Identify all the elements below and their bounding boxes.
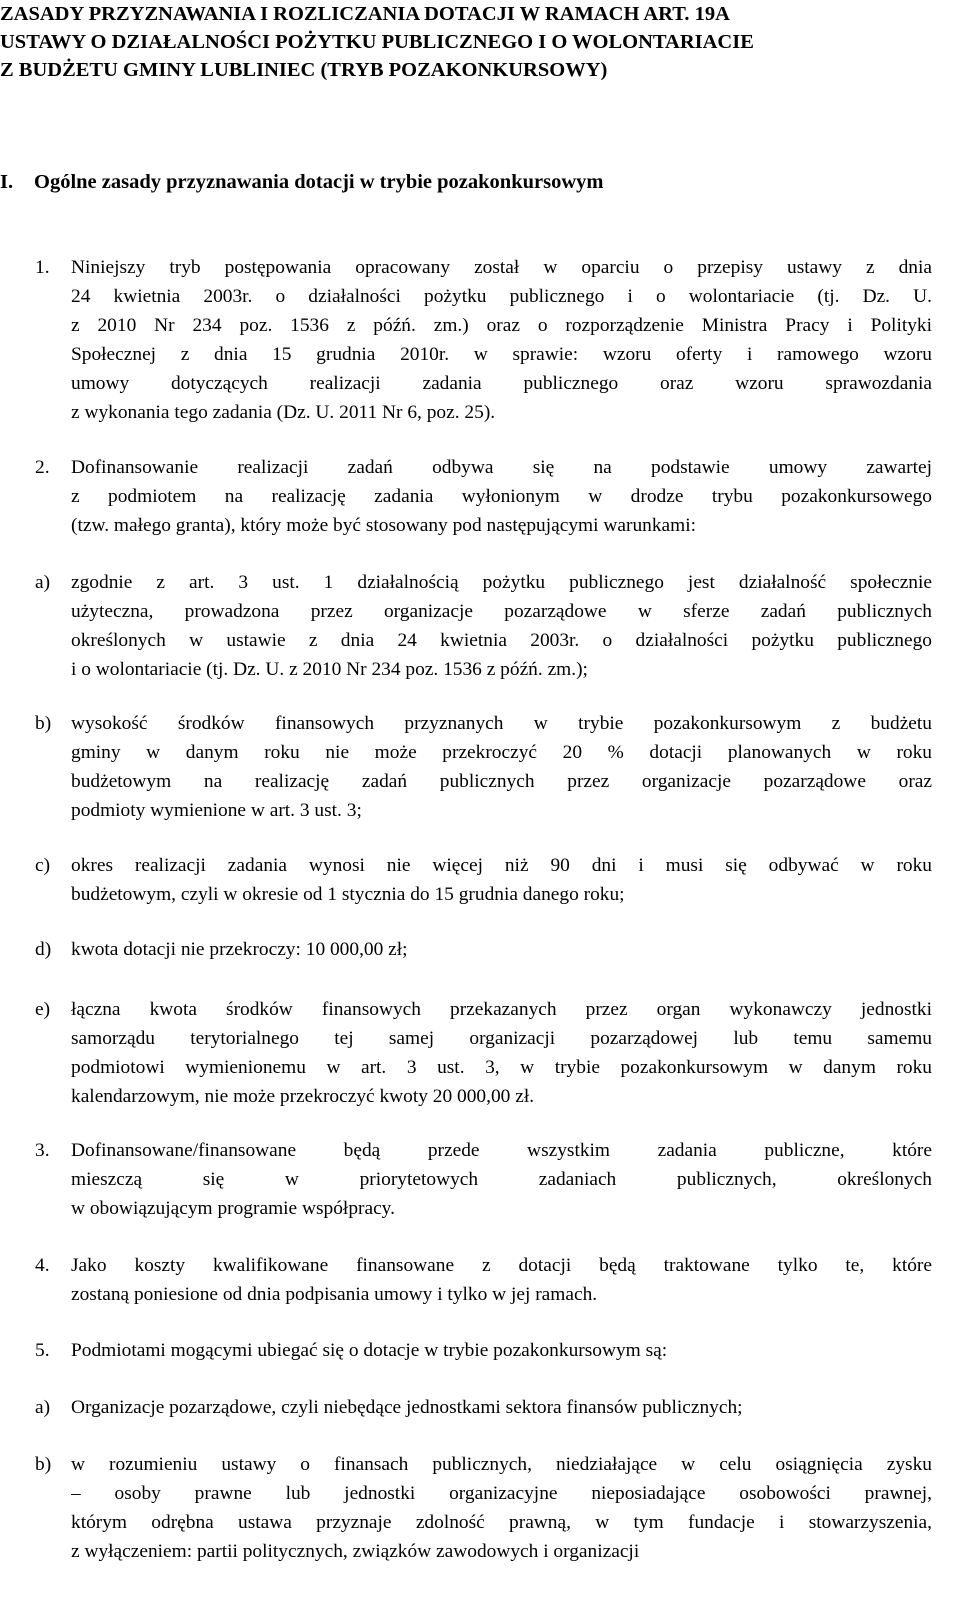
list-item <box>35 253 932 427</box>
section-title: Ogólne zasady przyznawania dotacji w trybie pozakonkursowym <box>34 171 604 193</box>
list-item-text <box>71 453 932 540</box>
text-line: – osoby prawne lub jednostki organizacyjne nieposiadające osobowości prawnej, <box>71 1483 932 1504</box>
text-line: zgodnie z art. 3 ust. 1 działalnością pożytku publicznego jest działalność społecznie <box>71 572 932 593</box>
list-item-label: d) <box>35 939 52 960</box>
list-item-label: 1. <box>35 257 50 278</box>
list-item-label: a) <box>35 1397 51 1418</box>
list-item <box>35 935 932 964</box>
text-line: Jako koszty kwalifikowane finansowane z dotacji będą traktowane tylko te, które <box>71 1255 932 1276</box>
list-item-text <box>71 995 932 1111</box>
text-line: Społecznej z dnia 15 grudnia 2010r. w sprawie: wzoru oferty i ramowego wzoru <box>71 344 932 365</box>
text-line: i o wolontariacie (tj. Dz. U. z 2010 Nr 234 poz. 1536 z późń. zm.); <box>71 659 588 680</box>
text-line: którym odrębna ustawa przyznaje zdolność prawną, w tym fundacje i stowarzyszenia, <box>71 1512 932 1533</box>
text-line: określonych w ustawie z dnia 24 kwietnia 2003r. o działalności pożytku publicznego <box>71 630 932 651</box>
text-line: (tzw. małego granta), który może być stosowany pod następującymi warunkami: <box>71 515 696 536</box>
list-item-label: b) <box>35 1454 52 1475</box>
text-line: kalendarzowym, nie może przekroczyć kwoty 20 000,00 zł. <box>71 1086 535 1107</box>
list-item-text <box>71 253 932 427</box>
list-item-text <box>71 851 932 909</box>
list-item-label: a) <box>35 572 51 593</box>
text-line: użyteczna, prowadzona przez organizacje pozarządowe w sferze zadań publicznych <box>71 601 932 622</box>
list-item-text <box>71 1450 932 1566</box>
text-line: z wykonania tego zadania (Dz. U. 2011 Nr 6, poz. 25). <box>71 402 496 423</box>
list-item-text <box>71 709 932 825</box>
text-line: Organizacje pozarządowe, czyli niebędące jednostkami sektora finansów publicznych; <box>71 1397 743 1418</box>
title-line: USTAWY O DZIAŁALNOŚCI POŻYTKU PUBLICZNEGO I O WOLONTARIACIE <box>0 31 754 53</box>
text-line: mieszczą się w priorytetowych zadaniach publicznych, określonych <box>71 1169 932 1190</box>
text-line: podmiotowi wymienionemu w art. 3 ust. 3, w trybie pozakonkursowym w danym roku <box>71 1057 932 1078</box>
text-line: podmioty wymienione w art. 3 ust. 3; <box>71 800 362 821</box>
list-item-text <box>71 935 932 964</box>
text-line: Dofinansowanie realizacji zadań odbywa się na podstawie umowy zawartej <box>71 457 932 478</box>
text-line: z podmiotem na realizację zadania wyłonionym w drodze trybu pozakonkursowego <box>71 486 932 507</box>
list-item <box>35 1393 932 1422</box>
text-line: w rozumieniu ustawy o finansach publicznych, niedziałające w celu osiągnięcia zysku <box>71 1454 932 1475</box>
text-line: wysokość środków finansowych przyznanych w trybie pozakonkursowym z budżetu <box>71 713 932 734</box>
section-heading <box>0 168 603 196</box>
list-item <box>35 709 932 825</box>
list-item-text <box>71 1251 932 1309</box>
text-line: zostaną poniesione od dnia podpisania umowy i tylko w jej ramach. <box>71 1284 598 1305</box>
list-item <box>35 995 932 1111</box>
list-item-label: b) <box>35 713 52 734</box>
list-item <box>35 1336 932 1365</box>
text-line: z 2010 Nr 234 poz. 1536 z późń. zm.) oraz o rozporządzenie Ministra Pracy i Polityki <box>71 315 932 336</box>
list-item-label: 4. <box>35 1255 50 1276</box>
text-line: okres realizacji zadania wynosi nie więcej niż 90 dni i musi się odbywać w roku <box>71 855 932 876</box>
text-line: z wyłączeniem: partii politycznych, związków zawodowych i organizacji <box>71 1541 640 1562</box>
list-item-text <box>71 1136 932 1223</box>
text-line: w obowiązującym programie współpracy. <box>71 1198 395 1219</box>
list-item-label: c) <box>35 855 51 876</box>
list-item <box>35 851 932 909</box>
list-item <box>35 1136 932 1223</box>
list-item <box>35 1251 932 1309</box>
text-line: budżetowym, czyli w okresie od 1 stycznia do 15 grudnia danego roku; <box>71 884 625 905</box>
list-item-label: e) <box>35 999 51 1020</box>
list-item-text <box>71 1393 932 1422</box>
text-line: umowy dotyczących realizacji zadania publicznego oraz wzoru sprawozdania <box>71 373 932 394</box>
section-number: I. <box>0 171 14 193</box>
list-item <box>35 568 932 684</box>
text-line: kwota dotacji nie przekroczy: 10 000,00 zł; <box>71 939 408 960</box>
text-line: Dofinansowane/finansowane będą przede wszystkim zadania publiczne, które <box>71 1140 932 1161</box>
text-line: gminy w danym roku nie może przekroczyć 20 % dotacji planowanych w roku <box>71 742 932 763</box>
text-line: Podmiotami mogącymi ubiegać się o dotacje w trybie pozakonkursowym są: <box>71 1340 668 1361</box>
list-item <box>35 1450 932 1566</box>
text-line: Niniejszy tryb postępowania opracowany został w oparciu o przepisy ustawy z dnia <box>71 257 932 278</box>
title-line: ZASADY PRZYZNAWANIA I ROZLICZANIA DOTACJI W RAMACH ART. 19A <box>0 3 730 25</box>
list-item-text <box>71 1336 932 1365</box>
list-item-label: 5. <box>35 1340 50 1361</box>
list-item-label: 2. <box>35 457 50 478</box>
list-item-label: 3. <box>35 1140 50 1161</box>
title-line: Z BUDŻETU GMINY LUBLINIEC (TRYB POZAKONKURSOWY) <box>0 59 608 81</box>
text-line: samorządu terytorialnego tej samej organizacji pozarządowej lub temu samemu <box>71 1028 932 1049</box>
text-line: budżetowym na realizację zadań publicznych przez organizacje pozarządowe oraz <box>71 771 932 792</box>
list-item-text <box>71 568 932 684</box>
text-line: 24 kwietnia 2003r. o działalności pożytku publicznego i o wolontariacie (tj. Dz. U. <box>71 286 932 307</box>
document-title <box>0 0 930 84</box>
list-item <box>35 453 932 540</box>
text-line: łączna kwota środków finansowych przekazanych przez organ wykonawczy jednostki <box>71 999 932 1020</box>
